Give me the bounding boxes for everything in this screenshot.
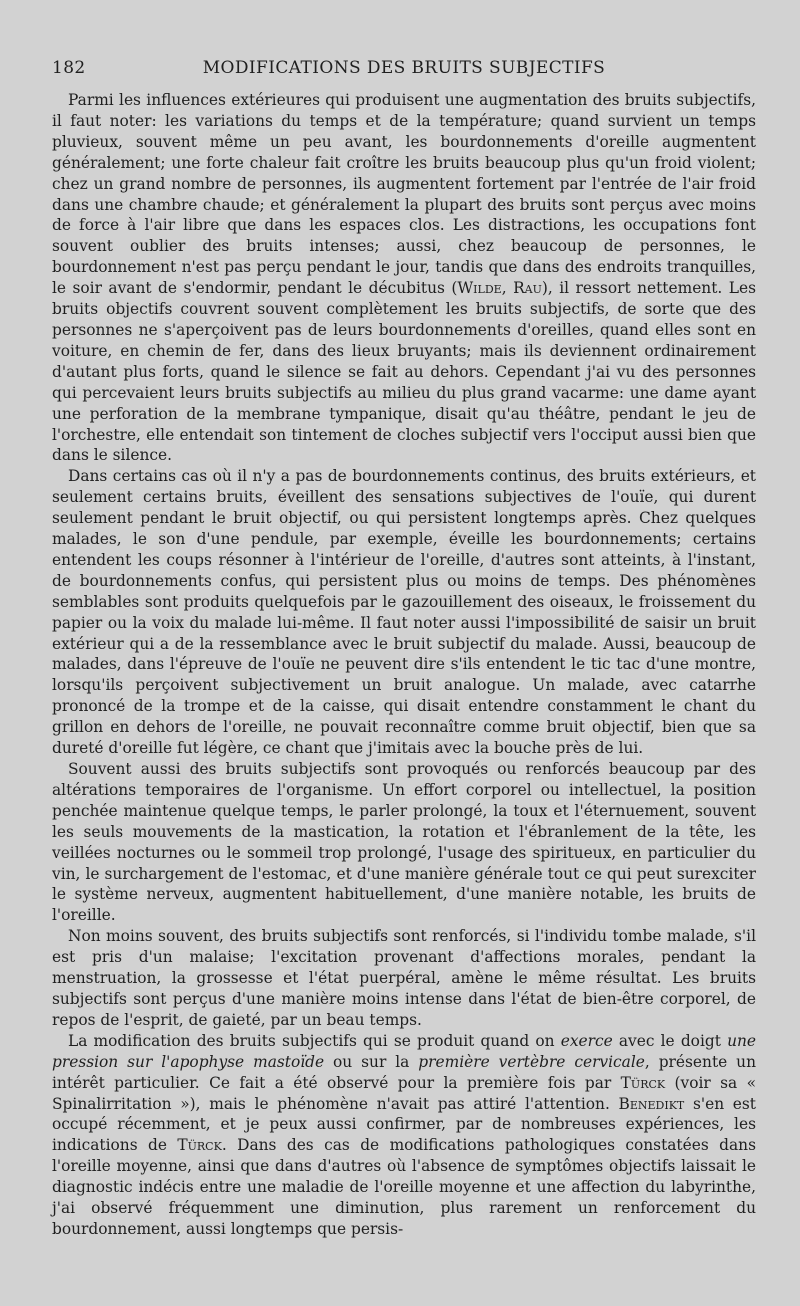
paragraph-5-text-a: La modification des bruits subjectifs qui se produit quand on [68,1031,561,1050]
italic-exerce: exerce [560,1031,613,1050]
paragraph-5-text-d: , présente un intérêt particulier. Ce fait a été observé pour la première fois par [52,1052,756,1092]
paragraph-5-text-b: avec le doigt [612,1031,728,1050]
author-turck-2: Türck [177,1136,222,1155]
author-wilde: Wilde [457,279,502,298]
paragraph-5-text-e: (voir sa « Spinalirritation »), mais le phénomène n'avait pas attiré l'attention. [52,1073,756,1113]
body-text [52,90,756,1240]
author-benedikt: Benedikt [618,1094,685,1113]
paragraph-1-text-b: , [501,279,514,298]
paragraph-4: Non moins souvent, des bruits subjectifs sont renforcés, si l'individu tombe malade, s'il est pris d'un malaise; l'excitation provenant d'affections morales, pendant la menstruation, la grossesse et l'état puerpéral, amène le même résultat. Les bruits subjectifs sont perçus d'une manière moins intense dans l'état de bien-être corporel, de repos de l'esprit, de gaieté, par un beau temps. [52,927,756,1029]
paragraph-2: Dans certains cas où il n'y a pas de bourdonnements continus, des bruits extérieurs, et seulement certains bruits, éveillent des sensations subjectives de l'ouïe, qui durent seulement pendant le bruit objectif, ou qui persistent longtemps après. Chez quelques malades, le son d'une pendule, par exemple, éveille les bourdonnements; certains entendent les coups résonner à l'intérieur de l'oreille, d'autres sont atteints, à l'instant, de bourdonnements confus, qui persistent plus ou moins de temps. Des phénomènes semblables sont produits quelquefois par le gazouillement des oiseaux, le froissement du papier ou la voix du malade lui-même. Il faut noter aussi l'impossibilité de saisir un bruit extérieur qui a de la ressemblance avec le bruit subjectif du malade. Aussi, beaucoup de malades, dans l'épreuve de l'ouïe ne peuvent dire s'ils entendent le tic tac d'une montre, lorsqu'ils perçoivent subjectivement un bruit analogue. Un malade, avec catarrhe prononcé de la trompe et de la caisse, qui disait entendre constamment le chant du grillon en dehors de l'oreille, ne pouvait reconnaître comme bruit objectif, bien que sa dureté d'oreille fut légère, ce chant que j'imitais avec la bouche près de lui. [52,467,756,758]
running-title: MODIFICATIONS DES BRUITS SUBJECTIFS [202,58,606,78]
italic-pression-mastoide: une pression sur l'apophyse mastoïde [52,1031,756,1071]
paragraph-5 [52,1031,756,1240]
author-turck-1: Türck [620,1073,666,1092]
paragraph-5-text-g: . Dans des cas de modifications pathologiques constatées dans l'oreille moyenne, ainsi que dans d'autres où l'absence de symptômes objectifs laissait le diagnostic indécis entre une maladie de l'oreille moyenne et une affection du labyrinthe, j'ai observé fréquemment une diminution, plus rarement un renforcement du bourdonnement, aussi longtemps que persis- [52,1136,756,1238]
paragraph-3: Souvent aussi des bruits subjectifs sont provoqués ou renforcés beaucoup par des altérations temporaires de l'organisme. Un effort corporel ou intellectuel, la position penchée maintenue quelque temps, le parler prolongé, la toux et l'éternuement, souvent les seuls mouvements de la mastication, la rotation et l'ébranlement de la tête, les veillées nocturnes ou le sommeil trop prolongé, l'usage des spiritueux, en particulier du vin, le surchargement de l'estomac, et d'une manière générale tout ce qui peut surexciter le système nerveux, augmentent habituellement, d'une manière notable, les bruits de l'oreille. [52,760,756,925]
paragraph-1 [52,90,756,466]
italic-vertebre-cervicale: première vertèbre cervicale [418,1052,645,1071]
page-header [52,58,756,78]
paragraph-1-text-a: Parmi les influences extérieures qui produisent une augmentation des bruits subjectifs, il faut noter: les variations du temps et de la température; quand survient un temps pluvieux, souvent même un peu avant, les bourdonnements d'oreille augmentent généralement; une forte chaleur fait croître les bruits beaucoup plus qu'un froid violent; chez un grand nombre de personnes, ils augmentent fortement par l'entrée de l'air froid dans une chambre chaude; et généralement la plupart des bruits sont perçus avec moins de force à l'air libre que dans les espaces clos. Les distractions, les occupations font souvent oublier des bruits intenses; aussi, chez beaucoup de personnes, le bourdonnement n'est pas perçu pendant le jour, tandis que dans des endroits tranquilles, le soir avant de s'endormir, pendant le décubitus ( [52,91,756,298]
page-number: 182 [52,58,86,78]
author-rau: Rau [513,279,542,298]
paragraph-1-text-c: ), il ressort nettement. Les bruits objectifs couvrent souvent complètement les bruits subjectifs, de sorte que des personnes ne s'aperçoivent pas de leurs bourdonnements d'oreilles, quand elles sont en voiture, en chemin de fer, dans des lieux bruyants; mais ils deviennent ordinairement d'autant plus forts, quand le silence se fait au dehors. Cependant j'ai vu des personnes qui percevaient leurs bruits subjectifs au milieu du plus grand vacarme: une dame ayant une perforation de la membrane tympanique, disait qu'au théâtre, pendant le jeu de l'orchestre, elle entendait son tintement de cloches subjectif vers l'occiput aussi bien que dans le silence. [52,279,756,465]
paragraph-5-text-f: s'en est occupé récemment, et je peux aussi confirmer, par de nombreuses expériences, les indications de [52,1094,756,1155]
paragraph-5-text-c: ou sur la [324,1052,419,1071]
